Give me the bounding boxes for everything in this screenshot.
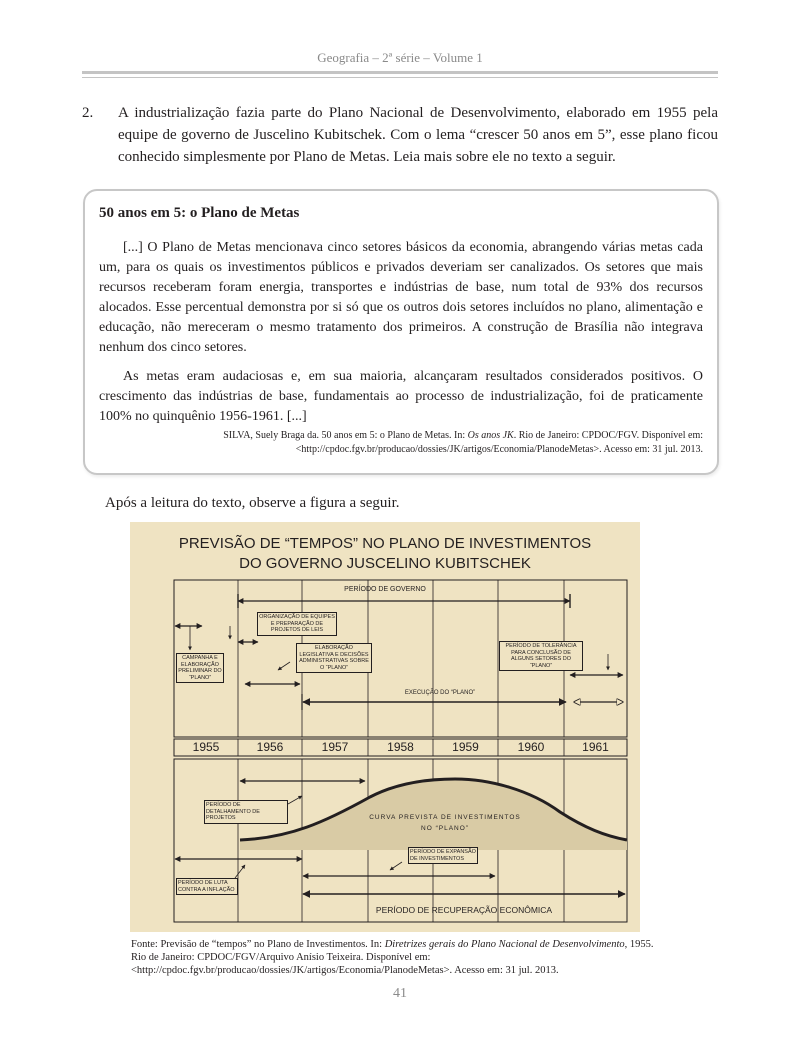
caption-text-1: Fonte: Previsão de “tempos” no Plano de Investimentos. In:: [131, 939, 385, 950]
figure-caption: [131, 938, 671, 977]
question-number: 2.: [82, 105, 94, 121]
page-number: 41: [393, 986, 407, 1001]
header-rule-thin: [82, 77, 718, 78]
source-text-2: . Rio de Janeiro: CPDOC/FGV. Disponível em: <http://cpdoc.fgv.br/producao/dossies/JK/artigos/Economia/PlanodeMetas>. Acesso em: 31 jul. 2013.: [295, 430, 703, 455]
source-text-1: SILVA, Suely Braga da. 50 anos em 5: o Plano de Metas. In:: [223, 430, 468, 441]
question-2: [82, 102, 718, 168]
figure-title-line2: DO GOVERNO JUSCELINO KUBITSCHEK: [239, 555, 531, 572]
label-curva-2: NO “PLANO”: [421, 825, 469, 832]
running-header: Geografia – 2ª série – Volume 1: [317, 50, 483, 65]
year-1959: 1959: [452, 740, 479, 754]
year-1957: 1957: [321, 740, 349, 754]
header-rule: [82, 71, 718, 74]
label-expansao: PERÍODO DE EXPANSÃO DE INVESTIMENTOS: [408, 847, 478, 864]
instruction-text: Após a leitura do texto, observe a figura a seguir.: [105, 495, 400, 511]
label-detalhamento: PERÍODO DE DETALHAMENTO DE PROJETOS: [204, 800, 288, 824]
label-elaboracao-legislativa: ELABORAÇÃO LEGISLATIVA E DECISÕES ADMINISTRATIVAS SOBRE O “PLANO”: [296, 643, 372, 673]
question-text: A industrialização fazia parte do Plano Nacional de Desenvolvimento, elaborado em 1955 pela equipe de governo de Juscelino Kubitschek. Com o lema “crescer 50 anos em 5”, esse plano ficou conhecido simplesmente por Plano de Metas. Leia mais sobre ele no texto a seguir.: [118, 105, 718, 165]
label-organizacao: ORGANIZAÇÃO DE EQUIPES E PREPARAÇÃO DE PROJETOS DE LEIS: [257, 612, 337, 636]
label-curva-1: CURVA PREVISTA DE INVESTIMENTOS: [369, 814, 521, 821]
year-1960: 1960: [517, 740, 545, 754]
caption-text-2: , 1955. Rio de Janeiro: CPDOC/FGV/Arquivo Anísio Teixeira. Disponível em: <http://cpdoc.fgv.br/producao/dossies/JK/artigos/Economia/PlanodeMetas>. Acesso em: 31 jul. 2013.: [131, 939, 654, 976]
year-1956: 1956: [256, 740, 284, 754]
label-tolerancia: PERÍODO DE TOLERÂNCIA PARA CONCLUSÃO DE ALGUNS SETORES DO “PLANO”: [499, 641, 583, 671]
reading-paragraph-2: As metas eram audaciosas e, em sua maioria, alcançaram resultados considerados positivos. O crescimento das indústrias de base, fundamentais ao processo de industrialização, foi de praticamente 100% no quinquênio 1956-1961. [...]: [99, 369, 703, 424]
label-periodo-governo: PERÍODO DE GOVERNO: [344, 586, 426, 593]
year-1961: 1961: [582, 740, 609, 754]
year-1955: 1955: [192, 740, 220, 754]
reading-box-title: 50 anos em 5: o Plano de Metas: [99, 205, 300, 221]
figure-title-line1: PREVISÃO DE “TEMPOS” NO PLANO DE INVESTIMENTOS: [178, 535, 592, 552]
source-italic: Os anos JK: [467, 430, 514, 441]
caption-italic: Diretrizes gerais do Plano Nacional de Desenvolvimento: [384, 939, 625, 950]
timeline-figure: [130, 522, 640, 932]
label-luta: PERÍODO DE LUTA CONTRA A INFLAÇÃO: [176, 878, 238, 895]
reading-source: [183, 429, 703, 457]
year-1958: 1958: [387, 740, 414, 754]
reading-paragraph-1: [...] O Plano de Metas mencionava cinco setores básicos da economia, abrangendo várias metas cada um, para os quais os investimentos públicos e privados deveriam ser canalizados. Os setores que mais recursos receberam foram energia, transportes e indústrias de base, num total de 93% dos recursos alocados. Esse percentual demonstra por si só que os outros dois setores incluídos no plano, alimentação e educação, não mereceram o mesmo tratamento dos primeiros. A construção de Brasília não integrava nenhum dos cinco setores.: [99, 240, 703, 355]
label-campanha: CAMPANHA E ELABORAÇÃO PRELIMINAR DO “PLANO”: [176, 653, 224, 683]
label-execucao: EXECUÇÃO DO “PLANO”: [404, 690, 476, 696]
label-recuperacao: PERÍODO DE RECUPERAÇÃO ECONÔMICA: [375, 905, 553, 915]
timeline-diagram: [130, 522, 640, 932]
reading-box-body: [99, 238, 703, 436]
reading-box: [83, 189, 719, 475]
